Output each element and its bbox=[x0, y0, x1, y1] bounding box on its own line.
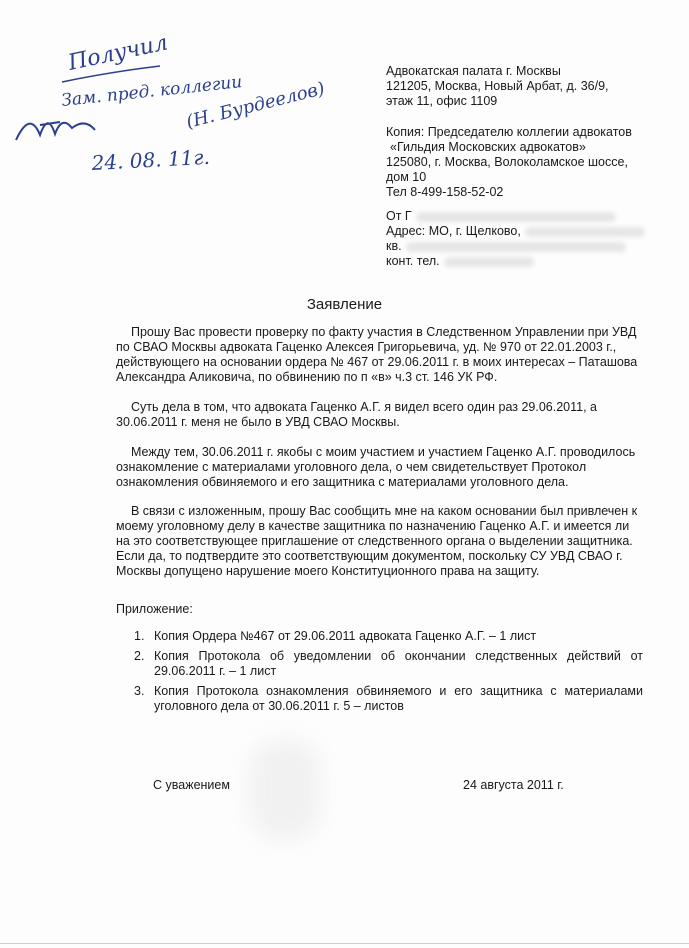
copy-line: Тел 8-499-158-52-02 bbox=[386, 185, 504, 199]
attachment-text: Копия Протокола об уведомлении об окончании следственных действий от 29.06.2011 г. – 1 лист bbox=[154, 649, 643, 678]
handwritten-signature-icon bbox=[16, 122, 95, 140]
paragraph-line: Прошу Вас провести проверку по факту участия в Следственном Управлении при УВД bbox=[131, 325, 637, 339]
attachment-number: 1. bbox=[134, 629, 145, 643]
copy-line: «Гильдия Московских адвокатов» bbox=[390, 140, 586, 154]
attachment-item bbox=[134, 684, 643, 714]
paragraph-line: Если да, то подтвердите это соответствующим документом, поскольку СУ УВД СВАО г. bbox=[116, 549, 623, 563]
copy-line: Копия: Председателю коллегии адвокатов bbox=[386, 125, 632, 139]
redaction bbox=[444, 257, 534, 267]
paragraph-3 bbox=[116, 445, 643, 490]
handwritten-deputy: Зам. пред. коллегии bbox=[60, 72, 244, 111]
handwritten-name: (Н. Бурдеелов) bbox=[184, 78, 327, 133]
handwritten-date: 24. 08. 11г. bbox=[91, 144, 211, 175]
signature-date: 24 августа 2011 г. bbox=[463, 778, 564, 792]
redaction bbox=[416, 212, 616, 222]
redaction bbox=[525, 227, 645, 237]
paragraph-line: Александра Аликовича, по обвинению по п «в» ч.3 ст. 146 УК РФ. bbox=[116, 370, 498, 384]
paragraph-1 bbox=[116, 325, 643, 385]
redaction bbox=[406, 242, 626, 252]
sender-line: кв. bbox=[386, 239, 402, 253]
paragraph-line: действующего на основании ордера № 467 от 29.06.2011 г. в моих интересах – Паташова bbox=[116, 355, 638, 369]
closing-regards: С уважением bbox=[153, 778, 230, 792]
paragraph-4 bbox=[116, 504, 643, 579]
copy-line: 125080, г. Москва, Волоколамское шоссе, bbox=[386, 155, 628, 169]
recipient-line: Адвокатская палата г. Москвы bbox=[386, 64, 561, 78]
recipient-copy bbox=[386, 125, 632, 200]
paragraph-line: ознакомления обвиняемого и его защитника с материалами уголовного дела. bbox=[116, 475, 569, 489]
document-title: Заявление bbox=[306, 296, 383, 313]
paragraph-line: по СВАО Москвы адвоката Гаценко Алексея Григорьевича, уд. № 970 от 22.01.2003 г., bbox=[116, 340, 617, 354]
paragraph-line: Между тем, 30.06.2011 г. якобы с моим участием и участием Гаценко А.Г. проводилось bbox=[131, 445, 636, 459]
paragraph-line: 30.06.2011 г. меня не было в УВД СВАО Москвы. bbox=[116, 415, 400, 429]
paragraph-line: Москвы допущено нарушение моего Конституционного права на защиту. bbox=[116, 564, 540, 578]
handwritten-received: Получил bbox=[66, 30, 171, 76]
paragraph-line: ознакомление с материалами уголовного дела, о чем свидетельствует Протокол bbox=[116, 460, 587, 474]
attachment-text: Копия Протокола ознакомления обвиняемого и его защитника с материалами уголовного дела от 30.06.2011 г. 5 – листов bbox=[154, 684, 643, 713]
redacted-signature bbox=[250, 740, 320, 840]
attachment-item bbox=[134, 629, 643, 644]
paragraph-line: Суть дела в том, что адвоката Гаценко А.Г. я видел всего один раз 29.06.2011, а bbox=[131, 400, 598, 414]
sender-block bbox=[386, 209, 645, 269]
recipient-line: этаж 11, офис 1109 bbox=[386, 94, 498, 108]
sender-line: От Г bbox=[386, 209, 412, 223]
paragraph-line: В связи с изложенным, прошу Вас сообщить мне на каком основании был привлечен к bbox=[131, 504, 638, 518]
paragraph-line: на это соответствующее приглашение от следственного органа о выделении защитника. bbox=[116, 534, 633, 548]
sender-line: Адрес: МО, г. Щелково, bbox=[386, 224, 521, 238]
recipient-line: 121205, Москва, Новый Арбат, д. 36/9, bbox=[386, 79, 609, 93]
sender-line: конт. тел. bbox=[386, 254, 440, 268]
copy-line: дом 10 bbox=[386, 170, 427, 184]
recipient-main bbox=[386, 64, 609, 109]
attachments-label: Приложение: bbox=[116, 602, 193, 616]
attachment-item bbox=[134, 649, 643, 679]
attachment-text: Копия Ордера №467 от 29.06.2011 адвоката Гаценко А.Г. – 1 лист bbox=[154, 629, 537, 643]
page-bottom-edge bbox=[0, 943, 689, 944]
attachments-list bbox=[134, 629, 643, 719]
paragraph-line: моему уголовному делу в качестве защитника по назначению Гаценко А.Г. и имеется ли bbox=[116, 519, 630, 533]
attachment-number: 3. bbox=[134, 684, 145, 698]
attachment-number: 2. bbox=[134, 649, 145, 663]
handwritten-annotation bbox=[0, 0, 370, 200]
paragraph-2 bbox=[116, 400, 643, 430]
